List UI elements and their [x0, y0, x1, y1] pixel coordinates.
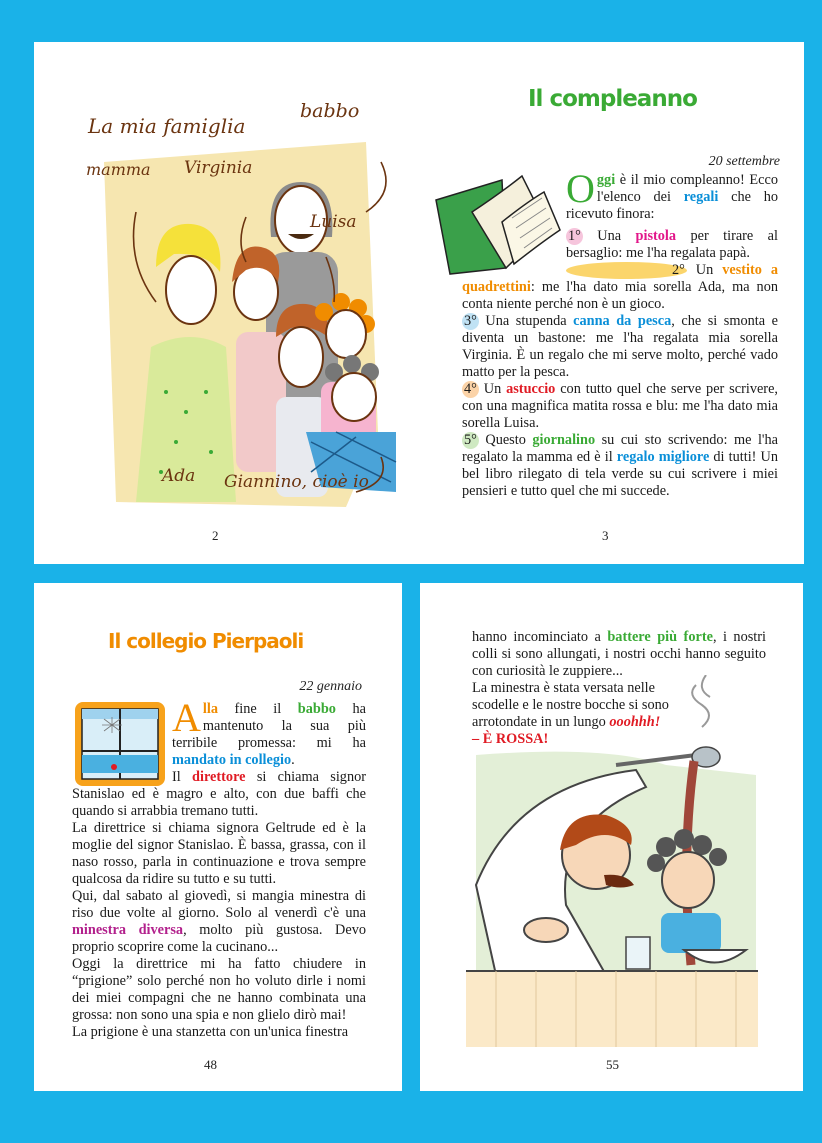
list-item-5	[462, 432, 778, 500]
item-5-pre: Questo	[478, 432, 533, 448]
text-lla: lla	[202, 701, 218, 717]
date-20-settembre: 20 settembre	[708, 154, 780, 169]
page-55	[420, 583, 803, 1091]
paragraph-3: La direttrice si chiama signora Geltrude ed è la moglie del signor Stanislao. È bassa, grassa, con il naso rosso, parla in continuazione e trova sempre qualcosa da ridire su tutto e su tutti.	[72, 820, 366, 887]
paragraph-2	[72, 769, 366, 820]
highlight-regali: regali	[683, 189, 719, 205]
highlight-babbo: babbo	[297, 701, 336, 717]
paragraph-6: La prigione è una stanzetta con un'unica finestra	[72, 1024, 349, 1040]
date-22-gennaio: 22 gennaio	[299, 679, 362, 694]
list-item-2	[462, 262, 778, 313]
item-4-pre: Un	[478, 381, 507, 397]
item-3-pre: Una stupenda	[478, 313, 574, 329]
page-number-48: 48	[204, 1057, 217, 1072]
text-compleanno	[462, 166, 779, 500]
intro-text-2: che ho ricevuto finora:	[566, 189, 778, 222]
line-arrotondate	[472, 714, 766, 731]
highlight-astuccio: astuccio	[506, 381, 556, 397]
page-48	[34, 583, 402, 1091]
highlight-regalo-migliore: regalo migliore	[616, 449, 710, 465]
item-number-2: 2°	[566, 262, 687, 279]
label-babbo: babbo	[300, 100, 360, 122]
item-number-3: 3°	[464, 313, 477, 329]
highlight-ooohhh: ooohhh!	[609, 714, 661, 730]
intro-paragraph	[462, 166, 778, 223]
label-luisa: Luisa	[310, 212, 357, 232]
intro-ggi: ggi	[596, 172, 616, 188]
list-item-4	[462, 381, 778, 432]
p1-a: fine il	[217, 701, 298, 717]
highlight-mandato-in-collegio: mandato in collegio	[172, 752, 292, 768]
item-2-pre: Un	[686, 262, 723, 278]
label-ada: Ada	[162, 466, 196, 486]
item-3-post: , che si smonta e diventa un bastone: me l'ha regalata mia sorella Virginia. È un regalo che mi serve molto, perché vado matto per la pesca.	[462, 313, 778, 380]
p1-b: , i nostri colli si sono allungati, i nostri occhi hanno seguito con curiosità le zuppiere...	[472, 629, 766, 679]
label-virginia: Virginia	[184, 158, 253, 178]
page-fold	[419, 42, 420, 564]
label-giannino: Giannino, cioè io	[224, 472, 369, 492]
item-2-post: : me l'ha dato mia sorella Ada, ma non conta niente perché non è un gioco.	[462, 279, 778, 312]
item-number-1: 1°	[568, 228, 581, 244]
p4-a: Qui, dal sabato al giovedì, si mangia minestra di riso due volte al giorno. Solo al venerdì c'è una	[72, 888, 366, 921]
item-1-pre: Una	[582, 228, 636, 244]
dropcap-o: O	[566, 166, 595, 211]
text-page-55	[472, 629, 766, 748]
item-4-post: con tutto quel che serve per scrivere, con una magnifica matita rossa e blu: me l'ha dato mia sorella Luisa.	[462, 381, 778, 431]
page-number-right: 3	[602, 528, 609, 543]
item-5-mid: su cui sto scrivendo: me l'ha regalato la mamma ed è il	[462, 432, 778, 465]
label-mamma: mamma	[86, 160, 151, 179]
highlight-pistola: pistola	[635, 228, 677, 244]
highlight-giornalino: giornalino	[532, 432, 596, 448]
list-item-1	[462, 228, 778, 262]
item-5-post: di tutti! Un bel libro rilegato di tela verde su cui scrivere i miei pensieri e tutto quel che mi succede.	[462, 449, 779, 499]
page-title-compleanno: Il compleanno	[528, 86, 697, 112]
page-number-55: 55	[606, 1057, 619, 1072]
p4-b: , molto più gustosa. Devo proprio scoprire come la cucinano...	[72, 922, 367, 955]
text-collegio	[72, 695, 367, 1041]
highlight-minestra-diversa: minestra diversa	[72, 922, 184, 938]
line-e-rossa: – È ROSSA!	[472, 731, 549, 747]
highlight-battere-piu-forte: battere più forte	[607, 629, 713, 645]
p2-a: Il	[172, 769, 193, 785]
paragraph-1	[72, 695, 366, 769]
line-scodelle: scodelle e le nostre bocche si sono	[472, 697, 669, 713]
dropcap-a: A	[172, 695, 201, 740]
p1-b: ha mantenuto la sua più terribile promessa: mi ha	[172, 701, 366, 751]
paragraph-4	[72, 888, 366, 956]
p2-b: si chiama signor Stanislao ed è magro e alto, con due baffi che quando si arrabbia tremano tutti.	[72, 769, 366, 819]
label-la-mia-famiglia: La mia famiglia	[88, 114, 246, 138]
page-title-collegio: Il collegio Pierpaoli	[108, 629, 304, 653]
highlight-vestito: vestito a quadrettini	[462, 262, 778, 295]
line-minestra: La minestra è stata versata nelle	[472, 680, 655, 696]
p1-c: .	[291, 752, 295, 768]
p1-a: hanno incominciato a	[472, 629, 608, 645]
paragraph-5: Oggi la direttrice mi ha fatto chiudere in “prigione” solo perché non ho voluto dirle i nomi dei miei compagni che ne hanno combinata una grossa: non sono una spia e non glielo dirò mai!	[72, 956, 366, 1023]
p4-a: arrotondate in un lungo	[472, 714, 610, 730]
item-1-post: per tirare al bersaglio: me l'ha regalata papà.	[566, 228, 779, 261]
paragraph-battere	[472, 629, 766, 680]
list-item-3	[462, 313, 778, 381]
item-number-5: 5°	[464, 432, 477, 448]
highlight-direttore: direttore	[192, 769, 246, 785]
intro-text-1: è il mio compleanno! Ecco l'elenco dei	[596, 172, 778, 205]
top-spread	[34, 42, 804, 564]
highlight-canna-da-pesca: canna da pesca	[573, 313, 672, 329]
page-number-left: 2	[212, 528, 219, 543]
item-number-4: 4°	[464, 381, 477, 397]
